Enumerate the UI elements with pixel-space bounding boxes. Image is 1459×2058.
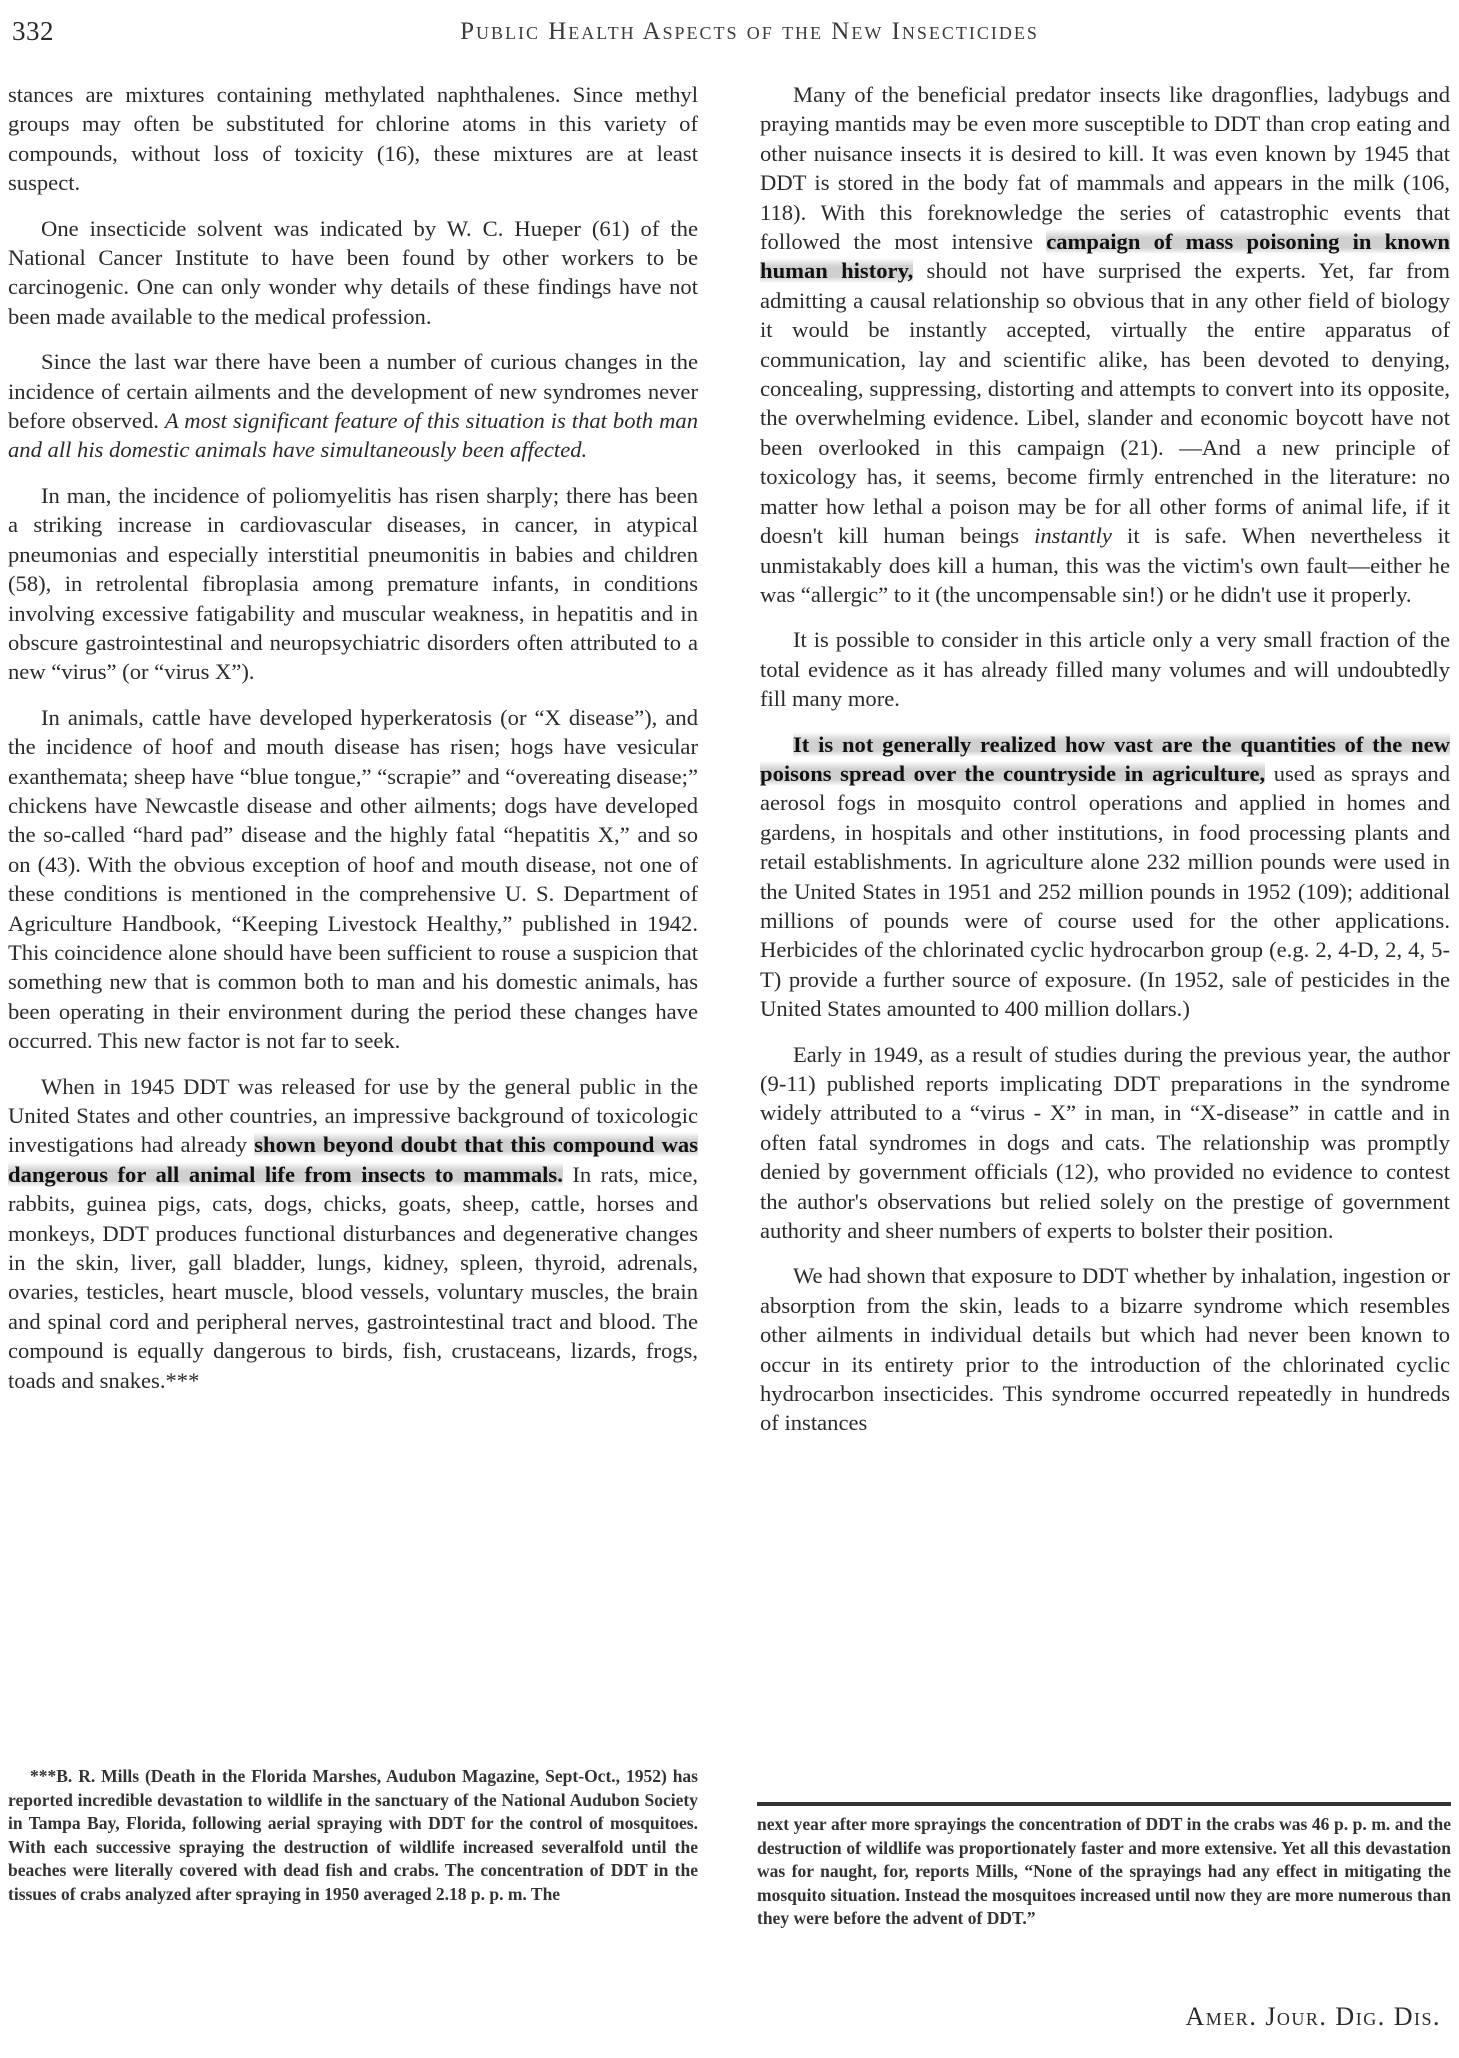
paragraph: We had shown that exposure to DDT whether by inhalation, ingestion or absorption from the skin, leads to a bizarre syndrome which resembles other ailments in individual details but which had never been known to occur in its entirety prior to the introduction of the chlorinated cyclic hydrocarbon insecticides. This syndrome occurred repeatedly in hundreds of instances xyxy=(760,1263,1450,1436)
highlighted-passage: campaign of mass poisoning in known human history, xyxy=(760,229,1450,284)
paragraph-text: should not have surprised the experts. Yet, far from admitting a causal relationship so obvious that in any other field of biology it would be instantly accepted, virtually the entire apparatus of communication, lay and scientific alike, has been devoted to denying, concealing, suppressing, distorting and attempts to convert into its opposite, the overwhelming evidence. Libel, slander and economic boycott have not been overlooked in this campaign (21). —And a new principle of toxicology has, it seems, become firmly entrenched in the literature: no matter how lethal a poison may be for all other forms of animal life, if it doesn't kill human beings xyxy=(760,258,1450,549)
paragraph xyxy=(8,1072,698,1395)
paragraph: stances are mixtures containing methylated naphthalenes. Since methyl groups may often be substituted for chlorine atoms in this variety of compounds, without loss of toxicity (16), these mixtures are at least suspect. xyxy=(8,82,698,196)
italic-emphasis: instantly xyxy=(1034,523,1112,549)
paragraph-text: Since the last war there have been a number of curious changes in the incidence of certain ailments and the development of new syndromes never before observed. xyxy=(8,349,698,434)
paragraph-text: used as sprays and aerosol fogs in mosquito control operations and applied in homes and gardens, in hospitals and other institutions, in food processing plants and retail establishments. In agriculture alone 232 million pounds were used in the United States in 1951 and 252 million pounds in 1952 (109); additional millions of pounds were of course used for the other applications. Herbicides of the chlorinated cyclic hydrocarbon group (e.g. 2, 4-D, 2, 4, 5-T) provide a further source of exposure. (In 1952, sale of pesticides in the United States amounted to 400 million dollars.) xyxy=(760,760,1450,1022)
highlighted-passage: It is not generally realized how vast are the quantities of the new poisons spread over the countryside in agriculture, xyxy=(760,731,1450,786)
left-column xyxy=(8,80,698,1411)
paragraph xyxy=(760,80,1450,609)
paragraph-text: it is safe. When nevertheless it unmistakably does kill a human, this was the victim's own fault—either he was “allergic” to it (the uncompensable sin!) or he didn't use it properly. xyxy=(760,523,1450,607)
paragraph: It is possible to consider in this article only a very small fraction of the total evidence as it has already filled many volumes and will undoubtedly fill many more. xyxy=(760,627,1450,712)
paragraph-text: Many of the beneficial predator insects like dragonflies, ladybugs and praying mantids may be even more susceptible to DDT than crop eating and other nuisance insects it is desired to kill. It was even known by 1945 that DDT is stored in the body fat of mammals and appears in the milk (106, 118). With this foreknowledge the series of catastrophic events that followed the most intensive xyxy=(760,82,1450,255)
running-head: Public Health Aspects of the New Insecticides xyxy=(460,18,1039,45)
footnote-right: next year after more sprayings the concentration of DDT in the crabs was 46 p. p. m. and the destruction of wildlife was proportionately faster and more extensive. Yet all this devastation was for naught, for, reports Mills, “None of the sprayings had any effect in mitigating the mosquito situation. Instead the mosquitoes increased until now they are more numerous than they were before the advent of DDT.” xyxy=(757,1814,1451,1928)
journal-footer: Amer. Jour. Dig. Dis. xyxy=(1185,2002,1441,2031)
italic-emphasis: A most significant feature of this situation is that both man and all his domestic animals have simultaneously been affected. xyxy=(8,408,698,463)
footnote-left: ***B. R. Mills (Death in the Florida Marshes, Audubon Magazine, Sept-Oct., 1952) has reported incredible devastation to wildlife in the sanctuary of the National Audubon Society in Tampa Bay, Florida, following aerial spraying with DDT for the control of mosquitoes. With each successive spraying the destruction of wildlife increased severalfold until the beaches were literally covered with dead fish and crabs. The concentration of DDT in the tissues of crabs analyzed after spraying in 1950 averaged 2.18 p. p. m. The xyxy=(8,1766,698,1904)
highlighted-passage: shown beyond doubt that this compound was dangerous for all animal life from insects to mammals. xyxy=(8,1132,699,1187)
footnote-rule xyxy=(757,1802,1451,1806)
paragraph: In man, the incidence of poliomyelitis has risen sharply; there has been a striking increase in cardiovascular diseases, in cancer, in atypical pneumonias and especially interstitial pneumonitis in babies and children (58), in retrolental fibroplasia among premature infants, in conditions involving excessive fatigability and muscular weakness, in hepatitis and in obscure gastrointestinal and neuropsychiatric disorders often attributed to a new “virus” (or “virus X”). xyxy=(8,482,698,685)
page-number: 332 xyxy=(12,16,54,46)
right-column xyxy=(760,80,1450,1454)
paragraph: One insecticide solvent was indicated by W. C. Hueper (61) of the National Cancer Institute to have been found by other workers to be carcinogenic. One can only wonder why details of these findings have not been made available to the medical profession. xyxy=(8,215,698,329)
paragraph-text: When in 1945 DDT was released for use by the general public in the United States and other countries, an impressive background of toxicologic investigations had already xyxy=(8,1073,698,1158)
paragraph xyxy=(760,730,1450,1024)
paragraph: Early in 1949, as a result of studies during the previous year, the author (9-11) published reports implicating DDT preparations in the syndrome widely attributed to a “virus - X” in man, in “X-disease” in cattle and in often fatal syndromes in dogs and cats. The relationship was promptly denied by government officials (12), who provided no evidence to contest the author's observations but relied solely on the prestige of government authority and sheer numbers of experts to bolster their position. xyxy=(760,1041,1450,1244)
paragraph-text: In rats, mice, rabbits, guinea pigs, cats, dogs, chicks, goats, sheep, cattle, horses and monkeys, DDT produces functional disturbances and degenerative changes in the skin, liver, gall bladder, lungs, kidney, spleen, thyroid, adrenals, ovaries, testicles, heart muscle, blood vessels, voluntary muscles, the brain and spinal cord and peripheral nerves, gastrointestinal tract and blood. The compound is equally dangerous to birds, fish, crustaceans, lizards, frogs, toads and snakes.*** xyxy=(8,1161,698,1393)
paragraph xyxy=(8,347,698,465)
paragraph: In animals, cattle have developed hyperkeratosis (or “X disease”), and the incidence of hoof and mouth disease has risen; hogs have vesicular exanthemata; sheep have “blue tongue,” “scrapie” and “overeating disease;” chickens have Newcastle disease and other ailments; dogs have developed the so-called “hard pad” disease and the highly fatal “hepatitis X,” and so on (43). With the obvious exception of hoof and mouth disease, not one of these conditions is mentioned in the comprehensive U. S. Department of Agriculture Handbook, “Keeping Livestock Healthy,” published in 1942. This coincidence alone should have been sufficient to rouse a suspicion that something new that is common both to man and his domestic animals, has been operating in their environment during the period these changes have occurred. This new factor is not far to seek. xyxy=(8,704,698,1054)
